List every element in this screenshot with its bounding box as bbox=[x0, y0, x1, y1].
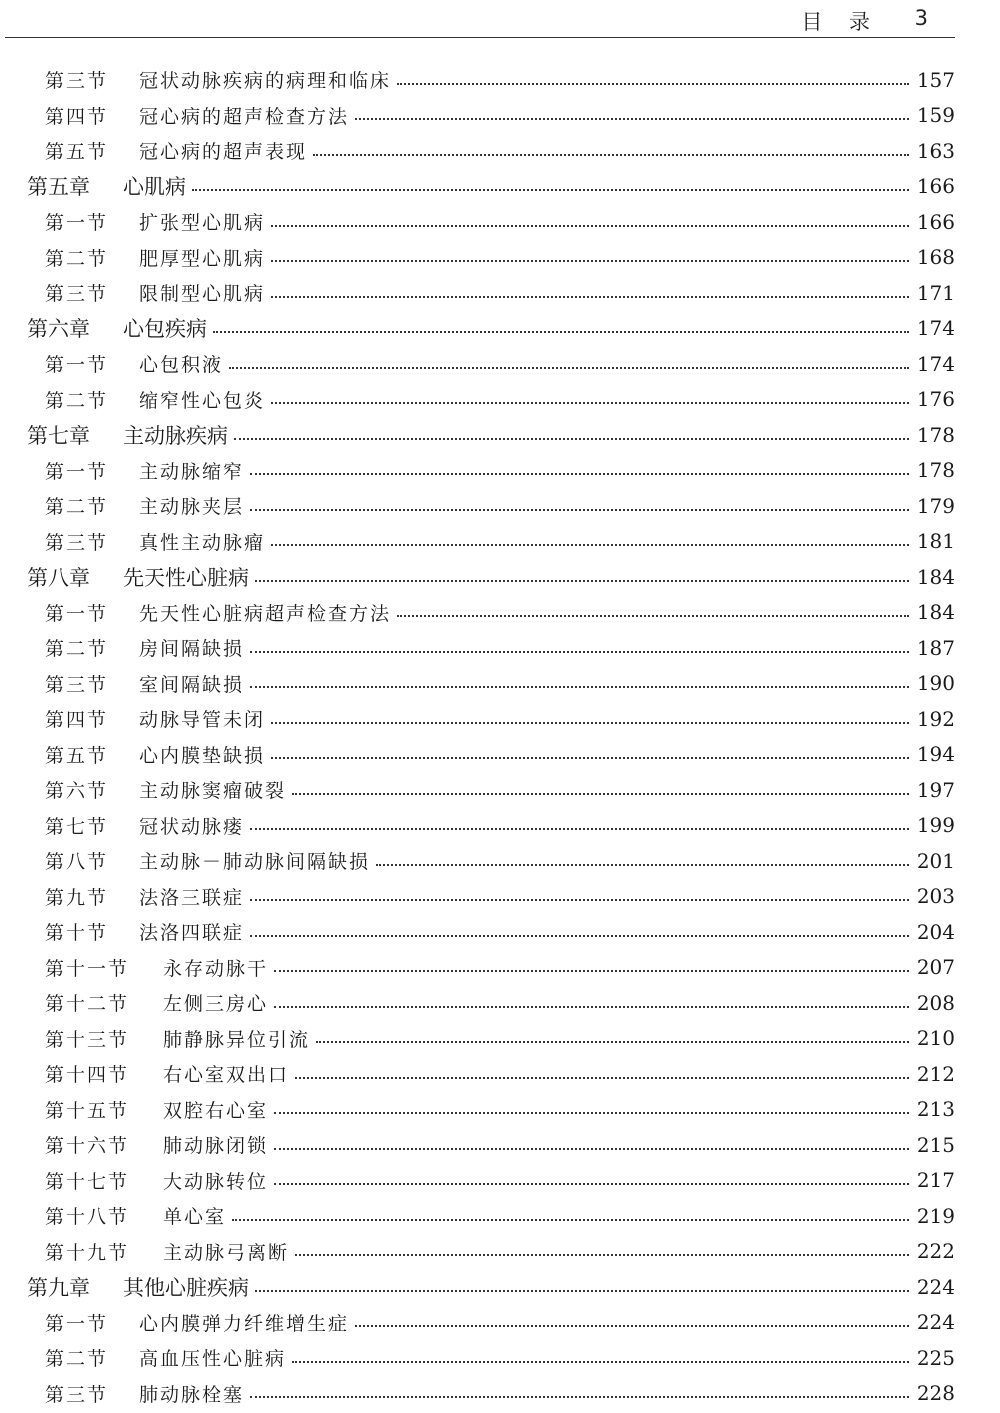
toc-entry-number: 第五章 bbox=[27, 175, 90, 200]
toc-entry-number: 第九章 bbox=[27, 1275, 90, 1300]
dot-leader bbox=[295, 1254, 909, 1256]
toc-entry-title: 限制型心肌病 bbox=[139, 283, 266, 306]
toc-entry-title: 肺静脉异位引流 bbox=[163, 1028, 311, 1051]
toc-section-entry[interactable] bbox=[0, 98, 1000, 134]
toc-section-entry[interactable] bbox=[0, 843, 1000, 879]
dot-leader bbox=[213, 331, 909, 333]
toc-section-entry[interactable] bbox=[0, 701, 1000, 737]
page-header bbox=[0, 0, 1000, 38]
toc-entry-number: 第一节 bbox=[45, 212, 109, 235]
dot-leader bbox=[250, 899, 909, 901]
toc-entry-page: 181 bbox=[916, 529, 955, 554]
toc-section-entry[interactable] bbox=[0, 1092, 1000, 1128]
toc-entry-title: 法洛三联症 bbox=[139, 886, 245, 909]
toc-entry-title: 右心室双出口 bbox=[163, 1064, 290, 1087]
toc-entry-number: 第六节 bbox=[45, 780, 109, 803]
toc-entry-title: 冠心病的超声表现 bbox=[139, 141, 308, 164]
header-page-number: 3 bbox=[914, 6, 928, 30]
dot-leader bbox=[271, 296, 909, 298]
dot-leader bbox=[355, 118, 909, 120]
toc-entry-title: 肥厚型心肌病 bbox=[139, 247, 266, 270]
dot-leader bbox=[274, 1183, 909, 1185]
toc-entry-page: 219 bbox=[916, 1203, 955, 1228]
toc-entry-page: 178 bbox=[916, 458, 955, 483]
toc-entry-page: 215 bbox=[916, 1132, 955, 1157]
toc-entry-page: 217 bbox=[916, 1168, 955, 1193]
toc-entry-title: 主动脉窦瘤破裂 bbox=[139, 780, 287, 803]
toc-entry-page: 171 bbox=[916, 280, 955, 305]
toc-entry-number: 第三节 bbox=[45, 531, 109, 554]
toc-entry-number: 第七章 bbox=[27, 423, 90, 448]
toc-entry-number: 第七节 bbox=[45, 815, 109, 838]
toc-entry-page: 184 bbox=[916, 600, 955, 625]
toc-section-entry[interactable] bbox=[0, 133, 1000, 169]
toc-entry-number: 第三节 bbox=[45, 283, 109, 306]
toc-section-entry[interactable] bbox=[0, 1127, 1000, 1163]
toc-entry-number: 第八节 bbox=[45, 851, 109, 874]
toc-entry-title: 肺动脉栓塞 bbox=[139, 1383, 245, 1406]
toc-entry-number: 第二节 bbox=[45, 496, 109, 519]
toc-entry-number: 第三节 bbox=[45, 673, 109, 696]
toc-entry-page: 179 bbox=[916, 493, 955, 518]
toc-entry-title: 动脉导管未闭 bbox=[139, 709, 266, 732]
toc-entry-page: 197 bbox=[916, 777, 955, 802]
toc-section-entry[interactable] bbox=[0, 630, 1000, 666]
dot-leader bbox=[316, 1041, 909, 1043]
toc-chapter-entry[interactable] bbox=[0, 169, 1000, 205]
toc-entry-page: 174 bbox=[916, 351, 955, 376]
toc-entry-title: 心肌病 bbox=[123, 175, 186, 200]
dot-leader bbox=[250, 509, 909, 511]
toc-section-entry[interactable] bbox=[0, 204, 1000, 240]
toc-entry-title: 冠状动脉瘘 bbox=[139, 815, 245, 838]
dot-leader bbox=[274, 970, 909, 972]
toc-entry-page: 159 bbox=[916, 103, 955, 128]
toc-entry-page: 201 bbox=[916, 848, 955, 873]
toc-entry-title: 缩窄性心包炎 bbox=[139, 389, 266, 412]
dot-leader bbox=[295, 1077, 909, 1079]
toc-entry-page: 168 bbox=[916, 245, 955, 270]
dot-leader bbox=[192, 189, 909, 191]
dot-leader bbox=[250, 1396, 909, 1398]
toc-entry-page: 178 bbox=[916, 422, 955, 447]
toc-entry-number: 第十七节 bbox=[45, 1170, 130, 1193]
toc-section-entry[interactable] bbox=[0, 666, 1000, 702]
toc-entry-number: 第二节 bbox=[45, 1348, 109, 1371]
header-title: 目 录 bbox=[801, 10, 880, 34]
toc-entry-page: 225 bbox=[916, 1345, 955, 1370]
toc-entry-number: 第一节 bbox=[45, 460, 109, 483]
toc-entry-page: 213 bbox=[916, 1097, 955, 1122]
toc-entry-title: 心包积液 bbox=[139, 354, 224, 377]
toc-section-entry[interactable] bbox=[0, 1234, 1000, 1270]
toc-section-entry[interactable] bbox=[0, 772, 1000, 808]
toc-entry-title: 主动脉－肺动脉间隔缺损 bbox=[139, 851, 371, 874]
toc-entry-title: 室间隔缺损 bbox=[139, 673, 245, 696]
toc-entry-page: 224 bbox=[916, 1274, 955, 1299]
toc-entry-number: 第十九节 bbox=[45, 1241, 130, 1264]
dot-leader bbox=[271, 757, 909, 759]
dot-leader bbox=[250, 935, 909, 937]
toc-section-entry[interactable] bbox=[0, 1305, 1000, 1341]
toc-entry-page: 208 bbox=[916, 990, 955, 1015]
toc-section-entry[interactable] bbox=[0, 879, 1000, 915]
dot-leader bbox=[271, 402, 909, 404]
dot-leader bbox=[229, 367, 909, 369]
toc-section-entry[interactable] bbox=[0, 1340, 1000, 1376]
toc-entry-number: 第四节 bbox=[45, 105, 109, 128]
toc-chapter-entry[interactable] bbox=[0, 417, 1000, 453]
dot-leader bbox=[313, 154, 909, 156]
dot-leader bbox=[250, 828, 909, 830]
dot-leader bbox=[255, 1290, 909, 1292]
toc-section-entry[interactable] bbox=[0, 453, 1000, 489]
dot-leader bbox=[250, 686, 909, 688]
toc-section-entry[interactable] bbox=[0, 914, 1000, 950]
toc-section-entry[interactable] bbox=[0, 1163, 1000, 1199]
toc-section-entry[interactable] bbox=[0, 488, 1000, 524]
toc-entry-title: 冠心病的超声检查方法 bbox=[139, 105, 350, 128]
toc-entry-page: 224 bbox=[916, 1310, 955, 1335]
toc-entry-page: 187 bbox=[916, 635, 955, 660]
toc-entry-page: 222 bbox=[916, 1239, 955, 1264]
toc-entry-title: 真性主动脉瘤 bbox=[139, 531, 266, 554]
toc-section-entry[interactable] bbox=[0, 524, 1000, 560]
toc-section-entry[interactable] bbox=[0, 62, 1000, 98]
toc-entry-number: 第十一节 bbox=[45, 957, 130, 980]
toc-entry-number: 第四节 bbox=[45, 709, 109, 732]
toc-entry-title: 双腔右心室 bbox=[163, 1099, 269, 1122]
dot-leader bbox=[234, 438, 909, 440]
toc-entry-title: 法洛四联症 bbox=[139, 922, 245, 945]
toc-entry-title: 大动脉转位 bbox=[163, 1170, 269, 1193]
toc-section-entry[interactable] bbox=[0, 240, 1000, 276]
toc-entry-title: 先天性心脏病超声检查方法 bbox=[139, 602, 392, 625]
dot-leader bbox=[397, 83, 909, 85]
toc-entry-title: 心包疾病 bbox=[123, 317, 207, 342]
dot-leader bbox=[250, 651, 909, 653]
dot-leader bbox=[397, 615, 909, 617]
toc-entry-number: 第二节 bbox=[45, 389, 109, 412]
dot-leader bbox=[376, 864, 909, 866]
toc-entry-page: 166 bbox=[916, 174, 955, 199]
toc-entry-page: 190 bbox=[916, 671, 955, 696]
toc-section-entry[interactable] bbox=[0, 382, 1000, 418]
dot-leader bbox=[271, 544, 909, 546]
toc-entry-page: 228 bbox=[916, 1381, 955, 1406]
toc-entry-title: 肺动脉闭锁 bbox=[163, 1135, 269, 1158]
header-rule bbox=[5, 37, 955, 38]
toc-entry-number: 第三节 bbox=[45, 1383, 109, 1406]
toc-entry-number: 第三节 bbox=[45, 70, 109, 93]
dot-leader bbox=[271, 722, 909, 724]
toc-section-entry[interactable] bbox=[0, 275, 1000, 311]
toc-entry-page: 199 bbox=[916, 813, 955, 838]
toc-entry-title: 心内膜垫缺损 bbox=[139, 744, 266, 767]
toc-entry-page: 212 bbox=[916, 1061, 955, 1086]
toc-entry-number: 第一节 bbox=[45, 354, 109, 377]
toc-entry-number: 第二节 bbox=[45, 247, 109, 270]
toc-entry-number: 第十八节 bbox=[45, 1206, 130, 1229]
toc-entry-page: 163 bbox=[916, 138, 955, 163]
dot-leader bbox=[274, 1006, 909, 1008]
toc-entry-title: 左侧三房心 bbox=[163, 993, 269, 1016]
toc-entry-page: 210 bbox=[916, 1026, 955, 1051]
toc-entry-number: 第十节 bbox=[45, 922, 109, 945]
toc-section-entry[interactable] bbox=[0, 985, 1000, 1021]
toc-entry-title: 扩张型心肌病 bbox=[139, 212, 266, 235]
toc-section-entry[interactable] bbox=[0, 1198, 1000, 1234]
toc-entry-title: 主动脉弓离断 bbox=[163, 1241, 290, 1264]
toc-entry-title: 高血压性心脏病 bbox=[139, 1348, 287, 1371]
toc-entry-number: 第五节 bbox=[45, 141, 109, 164]
dot-leader bbox=[292, 793, 909, 795]
dot-leader bbox=[232, 1219, 909, 1221]
toc-section-entry[interactable] bbox=[0, 808, 1000, 844]
toc-section-entry[interactable] bbox=[0, 950, 1000, 986]
table-of-contents bbox=[0, 62, 1000, 1411]
toc-entry-page: 174 bbox=[916, 316, 955, 341]
toc-entry-title: 其他心脏疾病 bbox=[123, 1275, 249, 1300]
toc-entry-page: 194 bbox=[916, 742, 955, 767]
toc-section-entry[interactable] bbox=[0, 595, 1000, 631]
toc-entry-title: 主动脉缩窄 bbox=[139, 460, 245, 483]
dot-leader bbox=[355, 1325, 909, 1327]
toc-entry-title: 心内膜弹力纤维增生症 bbox=[139, 1312, 350, 1335]
toc-entry-title: 主动脉夹层 bbox=[139, 496, 245, 519]
toc-entry-page: 203 bbox=[916, 884, 955, 909]
toc-section-entry[interactable] bbox=[0, 1056, 1000, 1092]
dot-leader bbox=[255, 580, 909, 582]
toc-entry-number: 第五节 bbox=[45, 744, 109, 767]
toc-entry-page: 207 bbox=[916, 955, 955, 980]
toc-chapter-entry[interactable] bbox=[0, 559, 1000, 595]
toc-section-entry[interactable] bbox=[0, 1376, 1000, 1412]
toc-entry-number: 第八章 bbox=[27, 565, 90, 590]
toc-entry-title: 先天性心脏病 bbox=[123, 565, 249, 590]
toc-entry-number: 第十三节 bbox=[45, 1028, 130, 1051]
toc-entry-title: 永存动脉干 bbox=[163, 957, 269, 980]
toc-entry-title: 冠状动脉疾病的病理和临床 bbox=[139, 70, 392, 93]
dot-leader bbox=[271, 260, 909, 262]
toc-entry-title: 单心室 bbox=[163, 1206, 227, 1229]
toc-entry-number: 第十四节 bbox=[45, 1064, 130, 1087]
toc-entry-number: 第九节 bbox=[45, 886, 109, 909]
dot-leader bbox=[250, 473, 909, 475]
toc-entry-number: 第十五节 bbox=[45, 1099, 130, 1122]
toc-section-entry[interactable] bbox=[0, 737, 1000, 773]
toc-section-entry[interactable] bbox=[0, 1021, 1000, 1057]
toc-entry-number: 第六章 bbox=[27, 317, 90, 342]
toc-entry-page: 176 bbox=[916, 387, 955, 412]
toc-entry-title: 主动脉疾病 bbox=[123, 423, 228, 448]
dot-leader bbox=[274, 1112, 909, 1114]
toc-entry-title: 房间隔缺损 bbox=[139, 638, 245, 661]
toc-entry-page: 192 bbox=[916, 706, 955, 731]
toc-section-entry[interactable] bbox=[0, 346, 1000, 382]
toc-entry-number: 第一节 bbox=[45, 1312, 109, 1335]
toc-chapter-entry[interactable] bbox=[0, 1269, 1000, 1305]
toc-entry-number: 第十六节 bbox=[45, 1135, 130, 1158]
dot-leader bbox=[274, 1148, 909, 1150]
toc-entry-page: 184 bbox=[916, 564, 955, 589]
toc-entry-page: 166 bbox=[916, 209, 955, 234]
toc-entry-number: 第一节 bbox=[45, 602, 109, 625]
toc-entry-page: 157 bbox=[916, 67, 955, 92]
toc-chapter-entry[interactable] bbox=[0, 311, 1000, 347]
dot-leader bbox=[271, 225, 909, 227]
toc-entry-number: 第十二节 bbox=[45, 993, 130, 1016]
dot-leader bbox=[292, 1361, 909, 1363]
toc-entry-page: 204 bbox=[916, 919, 955, 944]
toc-entry-number: 第二节 bbox=[45, 638, 109, 661]
